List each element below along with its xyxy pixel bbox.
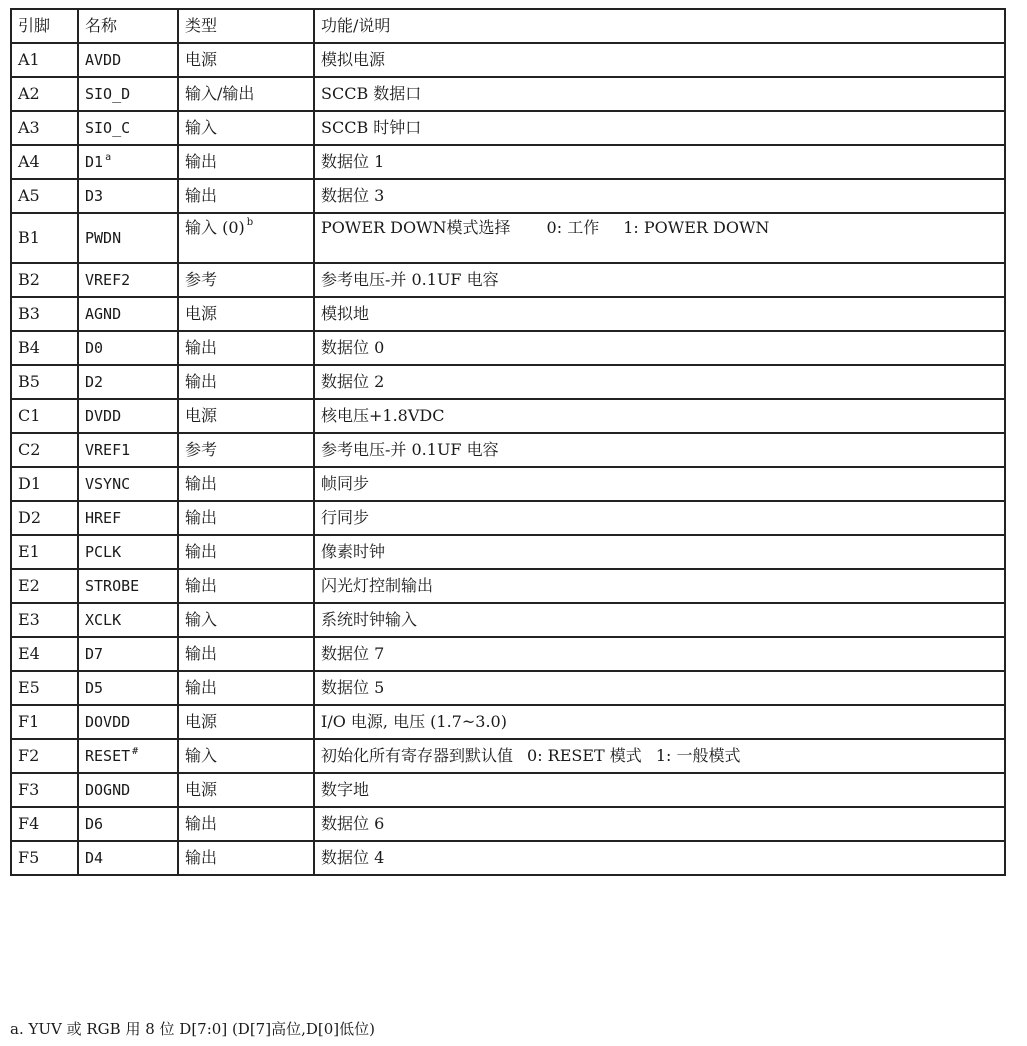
cell-name (78, 637, 178, 671)
cell-pin: B5 (11, 365, 78, 399)
cell-name-text: D1 (85, 152, 104, 171)
cell-type (178, 569, 314, 603)
cell-type (178, 467, 314, 501)
cell-description-text: 数据位 0 (321, 338, 385, 357)
cell-description (314, 501, 1005, 535)
cell-type (178, 399, 314, 433)
cell-name-text: VREF1 (85, 440, 131, 459)
cell-description (314, 111, 1005, 145)
cell-pin: A3 (11, 111, 78, 145)
cell-name (78, 365, 178, 399)
cell-type (178, 111, 314, 145)
cell-pin: F2 (11, 739, 78, 773)
cell-type-text: 输出 (185, 542, 218, 561)
cell-name-text: D0 (85, 338, 104, 357)
cell-description (314, 603, 1005, 637)
cell-type-text: 输出 (185, 152, 218, 171)
cell-type-text: 输入 (0) (185, 218, 245, 237)
cell-name (78, 145, 178, 179)
cell-description-text: SCCB 数据口 (321, 84, 422, 103)
cell-pin: D1 (11, 467, 78, 501)
option-text: 0: 工作 (546, 218, 600, 237)
cell-name-text: RESET (85, 746, 131, 765)
cell-description (314, 671, 1005, 705)
cell-type-text: 电源 (185, 50, 218, 69)
cell-description (314, 807, 1005, 841)
table-row (11, 671, 1005, 705)
cell-description (314, 569, 1005, 603)
cell-description-text: 参考电压-并 0.1UF 电容 (321, 440, 499, 459)
cell-pin: E1 (11, 535, 78, 569)
table-row (11, 263, 1005, 297)
cell-name-text: DOVDD (85, 712, 131, 731)
cell-name (78, 569, 178, 603)
footnote-marker: b (246, 217, 254, 228)
cell-name-text: SIO_D (85, 84, 131, 103)
cell-description-text: 核电压+1.8VDC (321, 406, 445, 425)
table-row (11, 501, 1005, 535)
table-header-row (11, 9, 1005, 43)
cell-description-text: 闪光灯控制输出 (321, 576, 434, 595)
cell-description-text: 数据位 5 (321, 678, 385, 697)
cell-type (178, 671, 314, 705)
table-row (11, 213, 1005, 263)
cell-pin: C2 (11, 433, 78, 467)
cell-pin: F4 (11, 807, 78, 841)
cell-pin: E5 (11, 671, 78, 705)
cell-description-text: 数据位 6 (321, 814, 385, 833)
cell-type-text: 输入 (185, 118, 218, 137)
cell-type (178, 603, 314, 637)
table-row (11, 179, 1005, 213)
cell-name (78, 43, 178, 77)
cell-pin: E2 (11, 569, 78, 603)
cell-pin: F1 (11, 705, 78, 739)
cell-name (78, 179, 178, 213)
cell-name (78, 501, 178, 535)
cell-name (78, 739, 178, 773)
cell-description-text: SCCB 时钟口 (321, 118, 422, 137)
cell-type (178, 365, 314, 399)
cell-pin: B4 (11, 331, 78, 365)
cell-name (78, 77, 178, 111)
cell-pin: F5 (11, 841, 78, 875)
cell-type (178, 807, 314, 841)
cell-name (78, 705, 178, 739)
cell-description (314, 467, 1005, 501)
option-text: 1: 一般模式 (655, 746, 741, 765)
cell-description (314, 841, 1005, 875)
cell-type (178, 773, 314, 807)
cell-description (314, 739, 1005, 773)
cell-name-text: D3 (85, 186, 104, 205)
cell-description (314, 263, 1005, 297)
table-row (11, 399, 1005, 433)
cell-description (314, 331, 1005, 365)
cell-description-text: 数据位 7 (321, 644, 385, 663)
cell-name-text: HREF (85, 508, 122, 527)
cell-description (314, 637, 1005, 671)
cell-type-text: 电源 (185, 304, 218, 323)
table-row (11, 739, 1005, 773)
cell-name-text: D6 (85, 814, 104, 833)
cell-pin: E4 (11, 637, 78, 671)
table-body (11, 43, 1005, 875)
table-row (11, 807, 1005, 841)
cell-name (78, 773, 178, 807)
cell-type-text: 输出 (185, 372, 218, 391)
header-description: 功能/说明 (314, 9, 1005, 43)
cell-description (314, 43, 1005, 77)
cell-description (314, 145, 1005, 179)
cell-description-text: 数据位 4 (321, 848, 385, 867)
cell-description-text: 像素时钟 (321, 542, 386, 561)
cell-description (314, 365, 1005, 399)
cell-description-text: 数据位 2 (321, 372, 385, 391)
cell-name-text: D7 (85, 644, 104, 663)
cell-description-text: 行同步 (321, 508, 370, 527)
table-row (11, 297, 1005, 331)
cell-type-text: 输出 (185, 474, 218, 493)
table-row (11, 535, 1005, 569)
cell-pin: A4 (11, 145, 78, 179)
cell-pin: B3 (11, 297, 78, 331)
cell-type (178, 331, 314, 365)
cell-pin: B1 (11, 213, 78, 263)
cell-description (314, 297, 1005, 331)
table-row (11, 467, 1005, 501)
cell-type-text: 输出 (185, 678, 218, 697)
cell-pin: F3 (11, 773, 78, 807)
header-pin: 引脚 (11, 9, 78, 43)
cell-type (178, 297, 314, 331)
cell-description-text: 数据位 1 (321, 152, 385, 171)
cell-name-text: DVDD (85, 406, 122, 425)
cell-type (178, 263, 314, 297)
cell-description (314, 705, 1005, 739)
cell-description (314, 773, 1005, 807)
cell-type (178, 213, 314, 263)
cell-type (178, 535, 314, 569)
footnote-marker: a (105, 151, 112, 163)
cell-type (178, 739, 314, 773)
cell-description (314, 179, 1005, 213)
cell-pin: B2 (11, 263, 78, 297)
cell-name (78, 603, 178, 637)
cell-type-text: 输出 (185, 848, 218, 867)
cell-type-text: 输出 (185, 644, 218, 663)
cell-name-text: D4 (85, 848, 104, 867)
cell-type (178, 501, 314, 535)
cell-name (78, 297, 178, 331)
cell-pin: D2 (11, 501, 78, 535)
cell-description-text: 帧同步 (321, 474, 370, 493)
cell-description-text: 模拟地 (321, 304, 370, 323)
cell-description (314, 77, 1005, 111)
cell-description (314, 433, 1005, 467)
cell-name (78, 399, 178, 433)
table-row (11, 569, 1005, 603)
cell-description-text: 模拟电源 (321, 50, 386, 69)
cell-name-text: PWDN (85, 228, 122, 247)
cell-type-text: 输出 (185, 814, 218, 833)
cell-pin: A5 (11, 179, 78, 213)
cell-type (178, 77, 314, 111)
cell-pin: C1 (11, 399, 78, 433)
cell-name-text: STROBE (85, 576, 140, 595)
cell-type-text: 输出 (185, 338, 218, 357)
cell-name (78, 213, 178, 263)
cell-type-text: 输入/输出 (185, 84, 255, 103)
cell-pin: A1 (11, 43, 78, 77)
table-row (11, 773, 1005, 807)
cell-name (78, 111, 178, 145)
cell-type-text: 输出 (185, 186, 218, 205)
cell-description-text: 初始化所有寄存器到默认值 (321, 746, 514, 765)
cell-name-text: PCLK (85, 542, 122, 561)
cell-name-text: D2 (85, 372, 104, 391)
cell-description (314, 213, 1005, 263)
cell-pin: A2 (11, 77, 78, 111)
header-name: 名称 (78, 9, 178, 43)
cell-type-text: 输出 (185, 576, 218, 595)
cell-description-text: 数据位 3 (321, 186, 385, 205)
cell-name (78, 841, 178, 875)
table-row (11, 77, 1005, 111)
table-row (11, 841, 1005, 875)
cell-type (178, 705, 314, 739)
cell-type-text: 参考 (185, 270, 218, 289)
table-row (11, 603, 1005, 637)
table-row (11, 331, 1005, 365)
cell-description (314, 399, 1005, 433)
cell-name (78, 671, 178, 705)
cell-type-text: 电源 (185, 712, 218, 731)
cell-type (178, 433, 314, 467)
header-type: 类型 (178, 9, 314, 43)
cell-description-text: 数字地 (321, 780, 370, 799)
cell-type-text: 电源 (185, 406, 218, 425)
cell-description-text: POWER DOWN模式选择 (321, 218, 511, 237)
cell-name (78, 433, 178, 467)
table-row (11, 705, 1005, 739)
option-text: 1: POWER DOWN (623, 218, 770, 237)
cell-type (178, 841, 314, 875)
cell-name-text: SIO_C (85, 118, 131, 137)
cell-type (178, 637, 314, 671)
cell-description-text: 系统时钟输入 (321, 610, 418, 629)
footnote: a. YUV 或 RGB 用 8 位 D[7:0] (D[7]高位,D[0]低位) (10, 1020, 375, 1038)
cell-name (78, 331, 178, 365)
cell-type (178, 179, 314, 213)
table-row (11, 365, 1005, 399)
table-row (11, 111, 1005, 145)
cell-type (178, 145, 314, 179)
cell-name (78, 467, 178, 501)
table-row (11, 637, 1005, 671)
cell-name-text: XCLK (85, 610, 122, 629)
cell-description-text: I/O 电源, 电压 (1.7~3.0) (321, 712, 507, 731)
cell-type (178, 43, 314, 77)
cell-name-text: VSYNC (85, 474, 131, 493)
cell-type-text: 输出 (185, 508, 218, 527)
cell-name (78, 807, 178, 841)
cell-type-text: 参考 (185, 440, 218, 459)
cell-description-text: 参考电压-并 0.1UF 电容 (321, 270, 499, 289)
cell-name-text: AVDD (85, 50, 122, 69)
table-row (11, 145, 1005, 179)
footnote-marker: # (132, 745, 139, 757)
cell-description (314, 535, 1005, 569)
cell-name (78, 263, 178, 297)
cell-pin: E3 (11, 603, 78, 637)
cell-name-text: D5 (85, 678, 104, 697)
cell-type-text: 输入 (185, 610, 218, 629)
cell-name-text: AGND (85, 304, 122, 323)
cell-type-text: 电源 (185, 780, 218, 799)
pin-table (10, 8, 1006, 876)
table-row (11, 43, 1005, 77)
option-text: 0: RESET 模式 (527, 746, 642, 765)
cell-name-text: VREF2 (85, 270, 131, 289)
table-row (11, 433, 1005, 467)
cell-name-text: DOGND (85, 780, 131, 799)
cell-name (78, 535, 178, 569)
cell-type-text: 输入 (185, 746, 218, 765)
